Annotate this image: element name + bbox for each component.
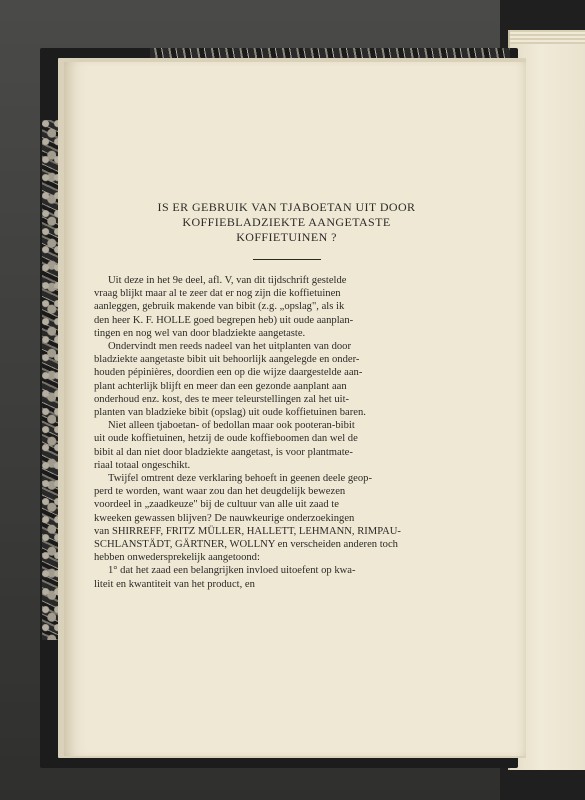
text-line: planten van bladzieke bibit (opslag) uit oude koffietuinen baren.	[94, 407, 366, 419]
article-title	[94, 200, 479, 245]
text-line: liteit en kwantiteit van het product, en	[94, 578, 255, 590]
text-line: SCHLANSTÄDT, GÄRTNER, WOLLNY en verscheiden anderen toch	[94, 539, 398, 551]
paragraph-1	[94, 274, 479, 340]
text-line: perd te worden, want waar zou dan het deugdelijk bewezen	[94, 486, 346, 498]
text-line: bladziekte aangetaste bibit uit behoorlijk aangelegde en onder-	[94, 354, 360, 366]
text-line: bibit al dan niet door bladziekte aangetast, is voor plantmate-	[94, 446, 353, 458]
title-rule	[253, 259, 321, 260]
paragraph-3	[94, 419, 479, 472]
text-line: 1° dat het zaad een belangrijken invloed uitoefent op kwa-	[108, 565, 356, 577]
text-line: van SHIRREFF, FRITZ MÜLLER, HALLETT, LEHMANN, RIMPAU-	[94, 525, 401, 537]
page-text	[94, 200, 479, 591]
paragraph-2	[94, 340, 479, 419]
text-line: kweeken gewassen blijven? De nauwkeurige onderzoekingen	[94, 512, 355, 524]
title-line: KOFFIETUINEN ?	[236, 230, 337, 244]
text-line: onderhoud enz. kost, des te meer teleurstellingen zal het uit-	[94, 393, 350, 405]
paragraph-4	[94, 472, 479, 564]
text-line: riaal totaal ongeschikt.	[94, 459, 191, 471]
text-line: houden pépinières, doordien een op die wijze daargestelde aan-	[94, 367, 363, 379]
text-line: hebben onwedersprekelijk aangetoond:	[94, 552, 260, 564]
paragraph-5	[94, 564, 479, 590]
text-line: Uit deze in het 9e deel, afl. V, van dit tijdschrift gestelde	[108, 275, 347, 286]
text-line: den heer K. F. HOLLE goed begrepen heb) uit oude aanplan-	[94, 314, 354, 326]
title-line: KOFFIEBLADZIEKTE AANGETASTE	[182, 215, 391, 229]
text-line: plant achterlijk blijft en meer dan een gezonde aanplant aan	[94, 380, 347, 392]
text-line: Ondervindt men reeds nadeel van het uitplanten van door	[108, 341, 351, 353]
text-line: voordeel in „zaadkeuze" bij de cultuur van alle uit zaad te	[94, 499, 339, 511]
text-line: tingen en nog wel van door bladziekte aangetaste.	[94, 327, 306, 339]
text-line: vraag blijkt maar al te zeer dat er nog zijn die koffietuinen	[94, 288, 341, 300]
text-line: aanleggen, gebruik makende van bibit (z.g. „opslag", als ik	[94, 301, 345, 313]
text-line: Twijfel omtrent deze verklaring behoeft in geenen deele geop-	[108, 473, 372, 485]
text-line: Niet alleen tjaboetan- of bedollan maar ook pooteran-bibit	[108, 420, 355, 432]
text-line: uit oude koffietuinen, hetzij de oude koffieboomen dan wel de	[94, 433, 358, 445]
title-line: IS ER GEBRUIK VAN TJABOETAN UIT DOOR	[157, 200, 416, 214]
